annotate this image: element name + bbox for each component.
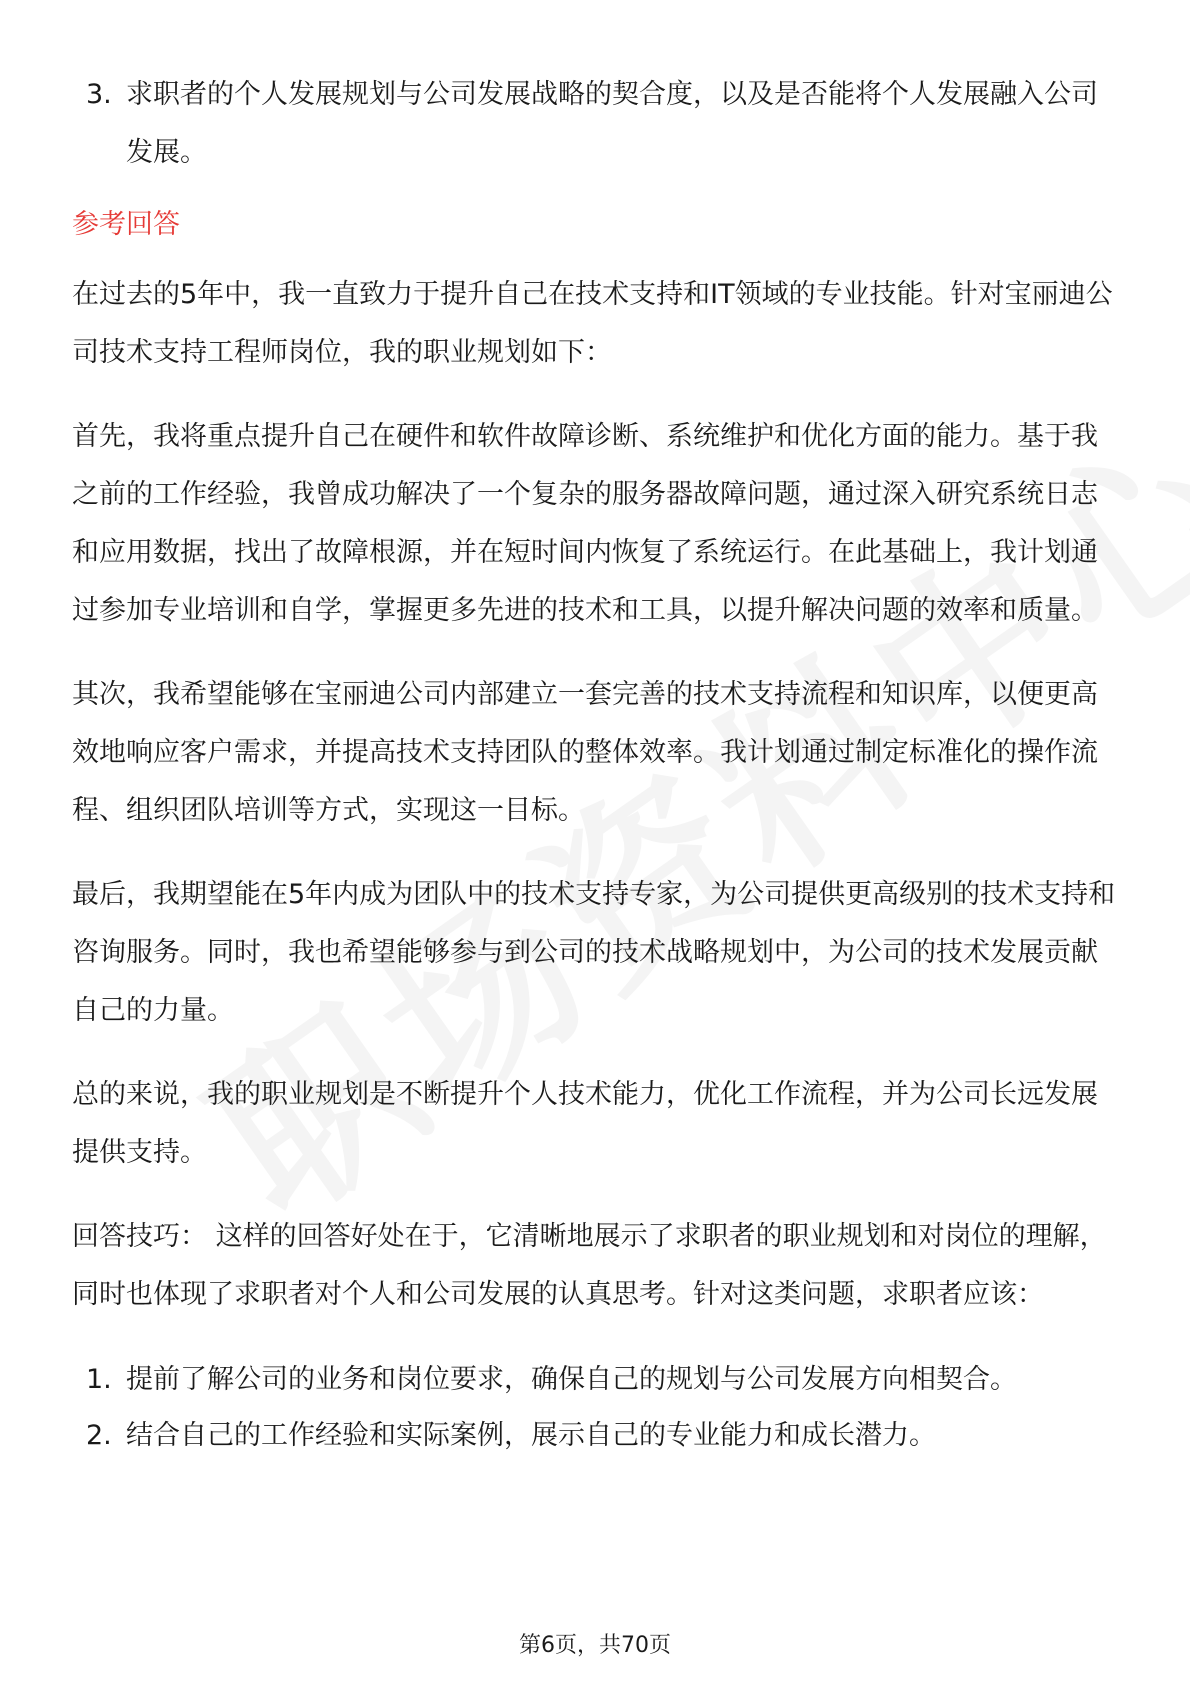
list-item-number: 3.: [86, 79, 112, 110]
paragraph-first: 首先，我将重点提升自己在硬件和软件故障诊断、系统维护和优化方面的能力。基于我之前的工作经验，我曾成功解决了一个复杂的服务器故障问题，通过深入研究系统日志和应用数据，找出了故障根源，并在短时间内恢复了系统运行。在此基础上，我计划通过参加专业培训和自学，掌握更多先进的技术和工具，以提升解决问题的效率和质量。: [72, 421, 1098, 626]
paragraph-finally: 最后，我期望能在5年内成为团队中的技术支持专家，为公司提供更高级别的技术支持和咨询服务。同时，我也希望能够参与到公司的技术战略规划中，为公司的技术发展贡献自己的力量。: [72, 879, 1116, 1026]
tips-list-item: [72, 1408, 1122, 1464]
reference-answer-heading: 参考回答: [72, 209, 180, 240]
page-footer: 第6页，共70页: [519, 1633, 671, 1658]
answer-tips: 回答技巧： 这样的回答好处在于，它清晰地展示了求职者的职业规划和对岗位的理解，同时也体现了求职者对个人和公司发展的认真思考。针对这类问题，求职者应该：: [72, 1221, 1107, 1310]
tips-list: [72, 1352, 1122, 1464]
list-item-text: 提前了解公司的业务和岗位要求，确保自己的规划与公司发展方向相契合。: [126, 1364, 1017, 1395]
list-item-text: 求职者的个人发展规划与公司发展战略的契合度，以及是否能将个人发展融入公司发展。: [126, 79, 1098, 168]
page-content: [72, 66, 1122, 1464]
list-item-number: 2.: [86, 1420, 112, 1451]
list-item-3: [72, 66, 1122, 182]
tips-list-item: [72, 1352, 1122, 1408]
list-item-number: 1.: [86, 1364, 112, 1395]
paragraph-summary: 总的来说，我的职业规划是不断提升个人技术能力，优化工作流程，并为公司长远发展提供支持。: [72, 1079, 1098, 1168]
paragraph-intro: 在过去的5年中，我一直致力于提升自己在技术支持和IT领域的专业技能。针对宝丽迪公司技术支持工程师岗位，我的职业规划如下：: [72, 279, 1113, 368]
list-item-text: 结合自己的工作经验和实际案例，展示自己的专业能力和成长潜力。: [126, 1420, 936, 1451]
paragraph-second: 其次，我希望能够在宝丽迪公司内部建立一套完善的技术支持流程和知识库，以便更高效地响应客户需求，并提高技术支持团队的整体效率。我计划通过制定标准化的操作流程、组织团队培训等方式，实现这一目标。: [72, 679, 1098, 826]
